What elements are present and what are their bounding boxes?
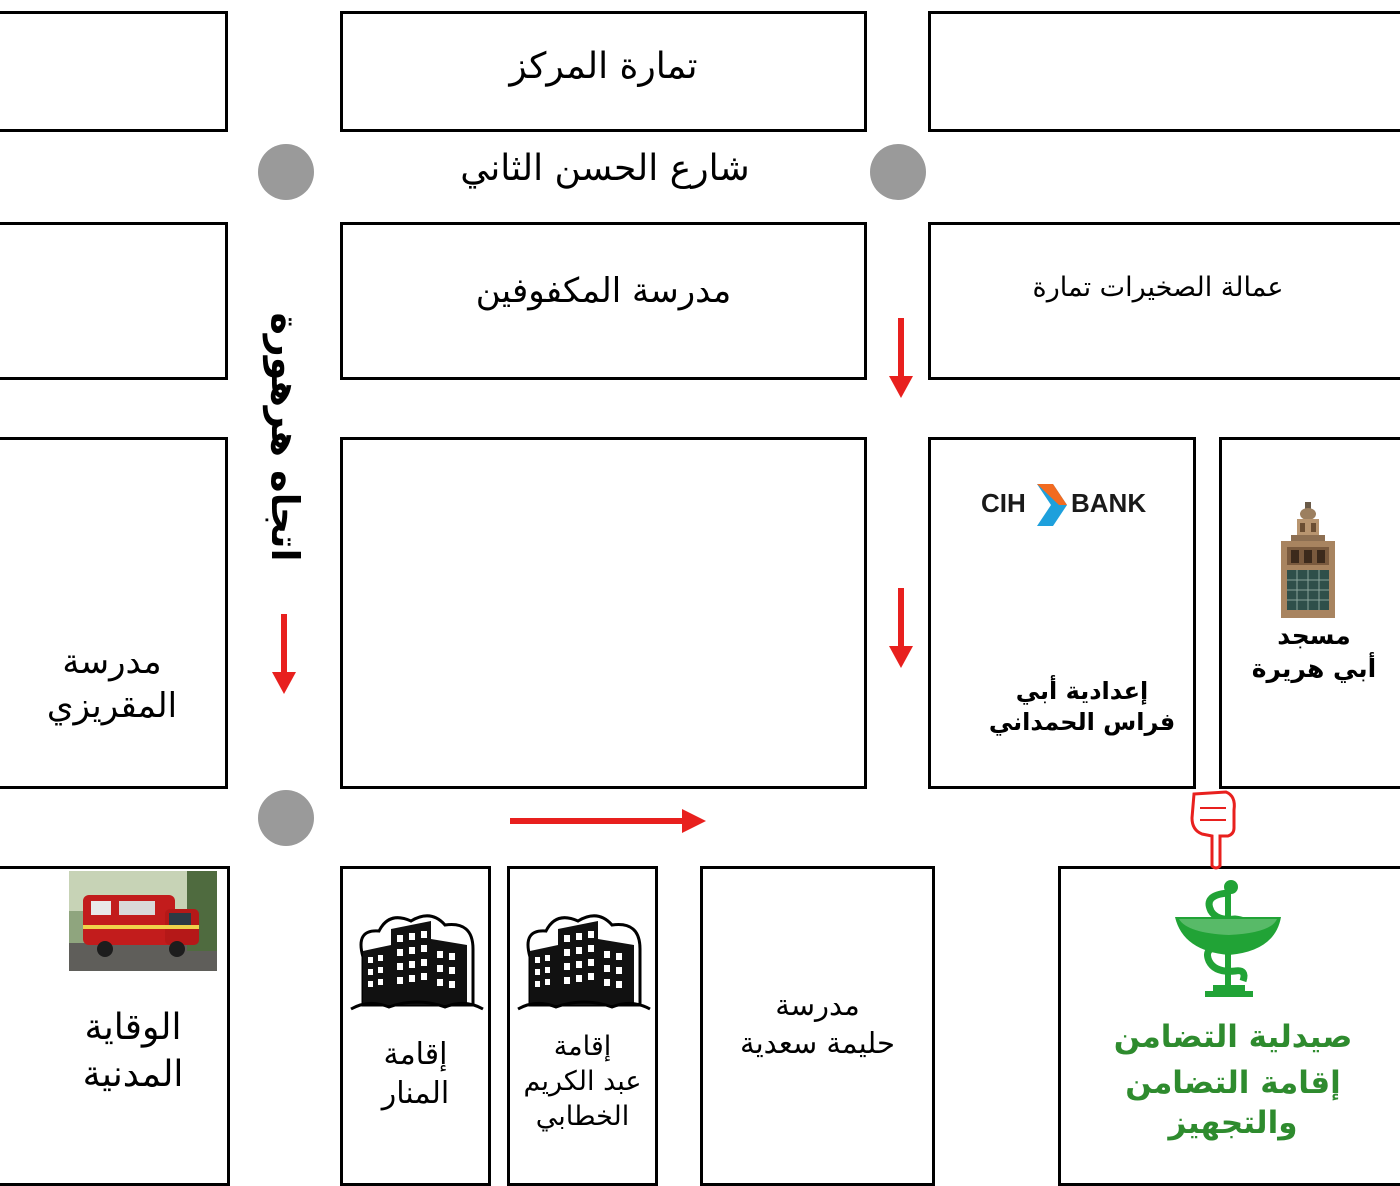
- block-school-halima: [700, 866, 935, 1186]
- arrow-down-1: [889, 318, 913, 400]
- arrow-right: [510, 809, 706, 833]
- label-maqrizi: مدرسة المقريزي: [46, 642, 178, 727]
- block-mid-left: [0, 222, 228, 380]
- label-college: إعدادية أبي فراس الحمداني: [988, 677, 1176, 737]
- roundabout-top-right: [870, 144, 926, 200]
- block-top-left: [0, 11, 228, 132]
- roundabout-top-left: [258, 144, 314, 200]
- label-pharmacy-name: صيدلية التضامن: [1113, 1019, 1353, 1055]
- label-prefecture: عمالة الصخيرات تمارة: [1032, 272, 1284, 303]
- label-mosque: مسجد أبي هريرة: [1251, 621, 1377, 683]
- bank-chevron-icon: [1035, 482, 1069, 528]
- block-college: [928, 437, 1196, 789]
- building-icon: [349, 909, 485, 1014]
- block-mosque: [1219, 437, 1400, 789]
- bank-logo-cih: CIH: [981, 488, 1026, 518]
- block-residence-khattabi: [507, 866, 658, 1186]
- label-civil-protection: الوقاية المدنية: [82, 1007, 184, 1095]
- label-residence-manar: إقامة المنار: [381, 1037, 450, 1111]
- label-pharmacy-address: إقامة التضامن والتجهيز: [1125, 1065, 1341, 1142]
- block-maqrizi: [0, 437, 228, 789]
- pharmacy-icon: [1173, 877, 1285, 999]
- block-civil-protection: [0, 866, 230, 1186]
- pointing-hand-icon: [1188, 788, 1240, 870]
- block-residence-manar: [340, 866, 491, 1186]
- block-school-blind: [340, 222, 867, 380]
- mosque-icon: [1269, 502, 1349, 618]
- label-school-blind: مدرسة المكفوفين: [475, 271, 732, 311]
- label-tamara-center: تمارة المركز: [509, 46, 698, 87]
- arrow-down-3: [272, 614, 296, 696]
- block-tamara-center: [340, 11, 867, 132]
- block-pharmacy: [1058, 866, 1400, 1186]
- street-hassan-ii: شارع الحسن الثاني: [460, 148, 750, 189]
- building-icon: [516, 909, 652, 1014]
- label-school-halima: مدرسة حليمة سعدية: [740, 988, 895, 1060]
- bank-logo-bank: BANK: [1071, 488, 1147, 518]
- block-empty-center: [340, 437, 867, 789]
- arrow-down-2: [889, 588, 913, 670]
- bank-logo: [981, 482, 1156, 528]
- ambulance-photo: [69, 871, 217, 971]
- block-top-right: [928, 11, 1400, 132]
- roundabout-bottom-left: [258, 790, 314, 846]
- label-residence-khattabi: إقامة عبد الكريم الخطابي: [523, 1031, 642, 1133]
- block-prefecture: [928, 222, 1400, 380]
- street-harhoura-direction: اتجاه هرهورة: [263, 312, 307, 562]
